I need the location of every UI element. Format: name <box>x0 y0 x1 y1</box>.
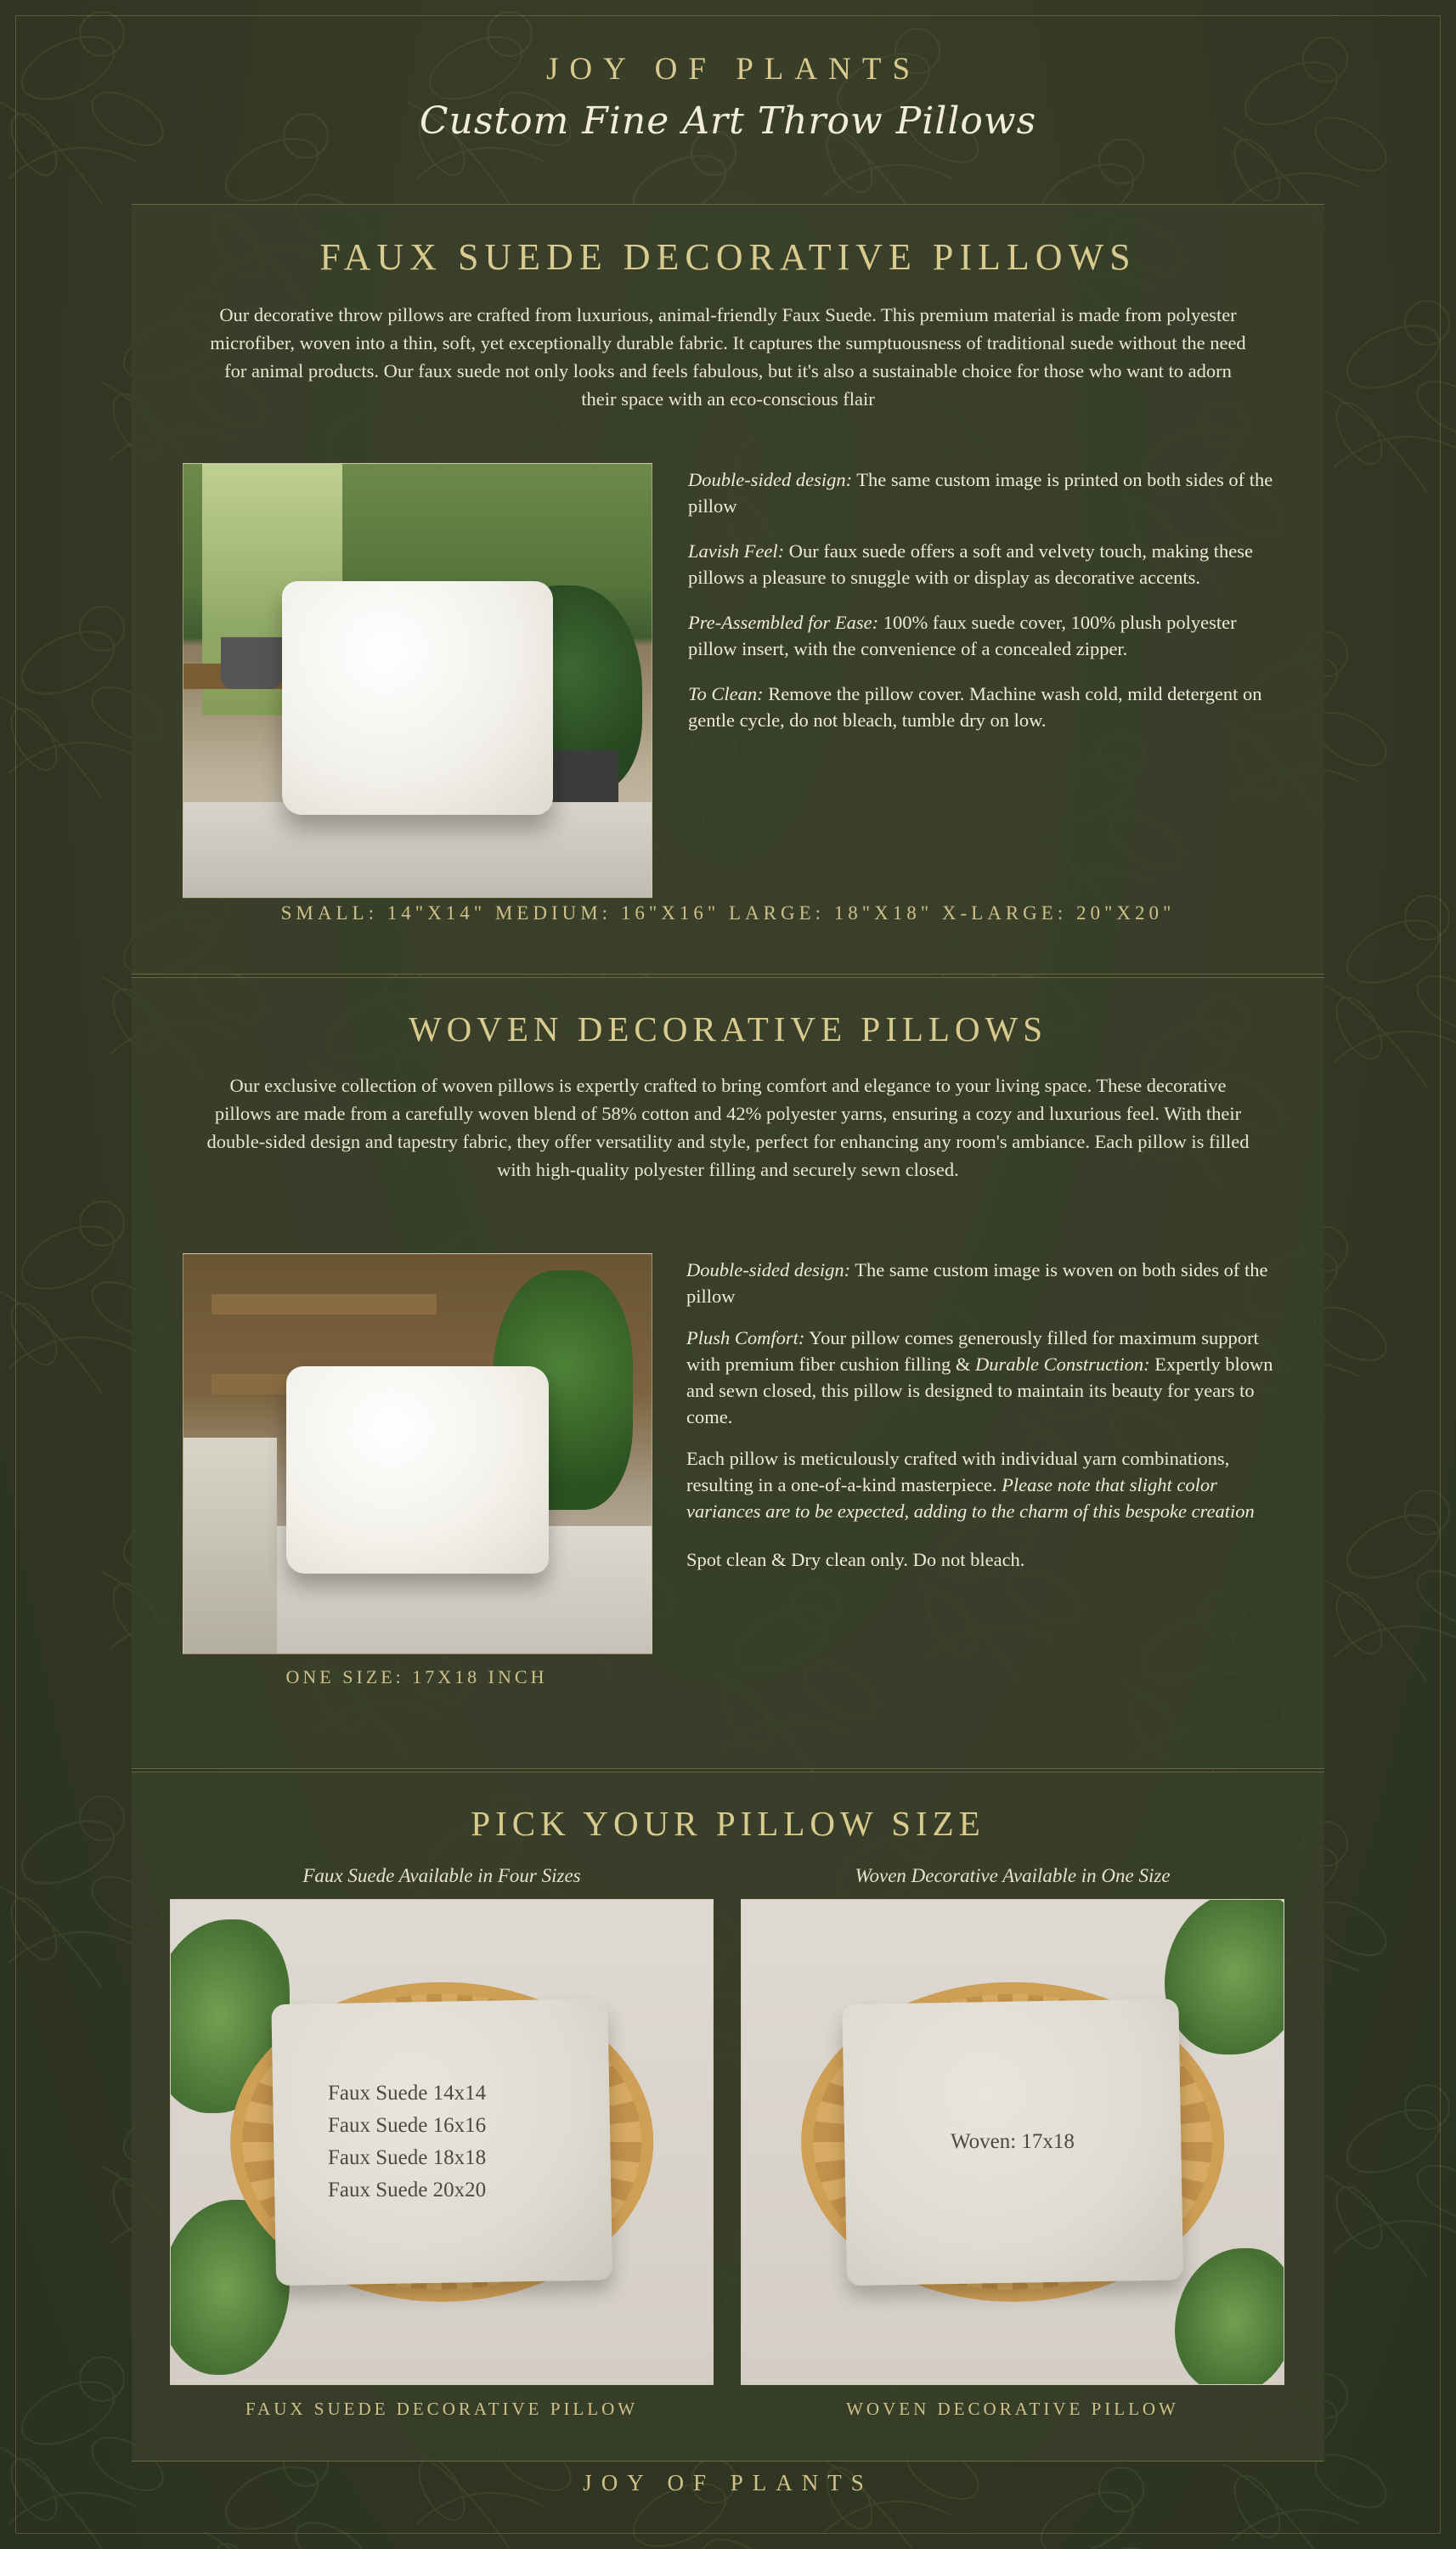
brand-name: JOY OF PLANTS <box>545 52 922 87</box>
picker-caption-bottom: WOVEN DECORATIVE PILLOW <box>846 2399 1179 2419</box>
faux-suede-content-row <box>183 463 1278 898</box>
feature-item <box>688 466 1278 519</box>
woven-title: WOVEN DECORATIVE PILLOWS <box>408 1009 1048 1048</box>
feature-label: Pre-Assembled for Ease: <box>688 612 879 633</box>
woven-content-row <box>183 1253 1278 1688</box>
faux-suede-intro: Our decorative throw pillows are crafted from luxurious, animal-friendly Faux Suede. This premium material is made from polyester microfiber, woven into a thin, soft, yet exceptionally durable fabric. It captures the sumptuousness of traditional suede without the need for animal products. Our faux suede not only looks and feels fabulous, but it's also a sustainable choice for those who want to adorn their space with an eco-conscious flair <box>210 304 1246 410</box>
feature-item <box>686 1445 1278 1524</box>
faux-suede-feature-list <box>688 463 1278 898</box>
faux-suede-photo <box>183 463 652 898</box>
woven-photo <box>183 1253 652 1654</box>
feature-text: Our faux suede offers a soft and velvety touch, making these pillows a pleasure to snuggle with or display as decorative accents. <box>688 540 1254 588</box>
feature-item <box>688 609 1278 662</box>
faux-suede-size-photo <box>170 1899 714 2385</box>
woven-photo-column <box>183 1253 651 1688</box>
picker-grid <box>170 1865 1291 2420</box>
page-footer: JOY OF PLANTS <box>583 2470 873 2495</box>
picker-title: PICK YOUR PILLOW SIZE <box>471 1804 985 1843</box>
feature-item <box>688 681 1278 733</box>
feature-text: The same custom image is woven on both sides of the pillow <box>686 1259 1268 1307</box>
feature-label: Plush Comfort: <box>686 1327 805 1348</box>
woven-size-line: ONE SIZE: 17X18 INCH <box>285 1666 548 1687</box>
feature-item <box>686 1546 1278 1573</box>
feature-text: 100% faux suede cover, 100% plush polyester pillow insert, with the convenience of a concealed zipper. <box>688 612 1237 659</box>
feature-text: Remove the pillow cover. Machine wash cold, mild detergent on gentle cycle, do not bleach, tumble dry on low. <box>688 683 1262 731</box>
woven-size-photo <box>741 1899 1284 2385</box>
feature-text: Spot clean & Dry clean only. Do not bleach. <box>686 1549 1025 1570</box>
feature-label: Double-sided design: <box>688 469 853 490</box>
feature-text: Each pillow is meticulously crafted with individual yarn combinations, resulting in a one-of-a-kind masterpiece. <box>686 1448 1230 1495</box>
woven-intro: Our exclusive collection of woven pillows is expertly crafted to bring comfort and elegance to your living space. These decorative pillows are made from a carefully woven blend of 58% cotton and 42% polyester yarns, ensuring a cozy and luxurious feel. With their double-sided design and tapestry fabric, they offer versatility and style, perfect for enhancing any room's ambiance. Each pillow is filled with high-quality polyester filling and securely sewn closed. <box>206 1075 1250 1180</box>
feature-item <box>686 1257 1278 1309</box>
size-label: Faux Suede 20x20 <box>328 2179 487 2201</box>
feature-text-2: Expertly blown and sewn closed, this pillow is designed to maintain its beauty for years to come. <box>686 1354 1273 1427</box>
faux-suede-size-labels <box>171 2077 713 2207</box>
feature-text-italic: Please note that slight color variances are to be expected, adding to the charm of this bespoke creation <box>686 1474 1255 1522</box>
feature-text: Your pillow comes generously filled for maximum support with premium fiber cushion filling & <box>686 1327 1259 1375</box>
picker-caption-top: Woven Decorative Available in One Size <box>855 1865 1171 1886</box>
page-header <box>0 51 1456 143</box>
size-label: Faux Suede 14x14 <box>328 2082 487 2105</box>
picker-option-faux-suede[interactable] <box>170 1865 714 2420</box>
feature-label: To Clean: <box>688 683 764 704</box>
feature-label-2: Durable Construction: <box>974 1354 1150 1375</box>
faux-suede-title: FAUX SUEDE DECORATIVE PILLOWS <box>319 236 1137 278</box>
feature-text: The same custom image is printed on both sides of the pillow <box>688 469 1273 517</box>
size-label: Faux Suede 16x16 <box>328 2114 487 2137</box>
feature-label: Lavish Feel: <box>688 540 785 562</box>
picker-option-woven[interactable] <box>741 1865 1284 2420</box>
faux-suede-sizes: SMALL: 14"X14" MEDIUM: 16"X16" LARGE: 18"X18" X-LARGE: 20"X20" <box>280 902 1176 924</box>
picker-caption-top: Faux Suede Available in Four Sizes <box>302 1865 581 1886</box>
picker-caption-bottom: FAUX SUEDE DECORATIVE PILLOW <box>245 2399 639 2419</box>
feature-item <box>688 538 1278 591</box>
feature-label: Double-sided design: <box>686 1259 851 1280</box>
brand-tagline: Custom Fine Art Throw Pillows <box>419 99 1037 143</box>
woven-size-label: Woven: 17x18 <box>951 2130 1075 2153</box>
woven-feature-list <box>686 1253 1278 1688</box>
size-label: Faux Suede 18x18 <box>328 2146 487 2169</box>
feature-item <box>686 1325 1278 1430</box>
